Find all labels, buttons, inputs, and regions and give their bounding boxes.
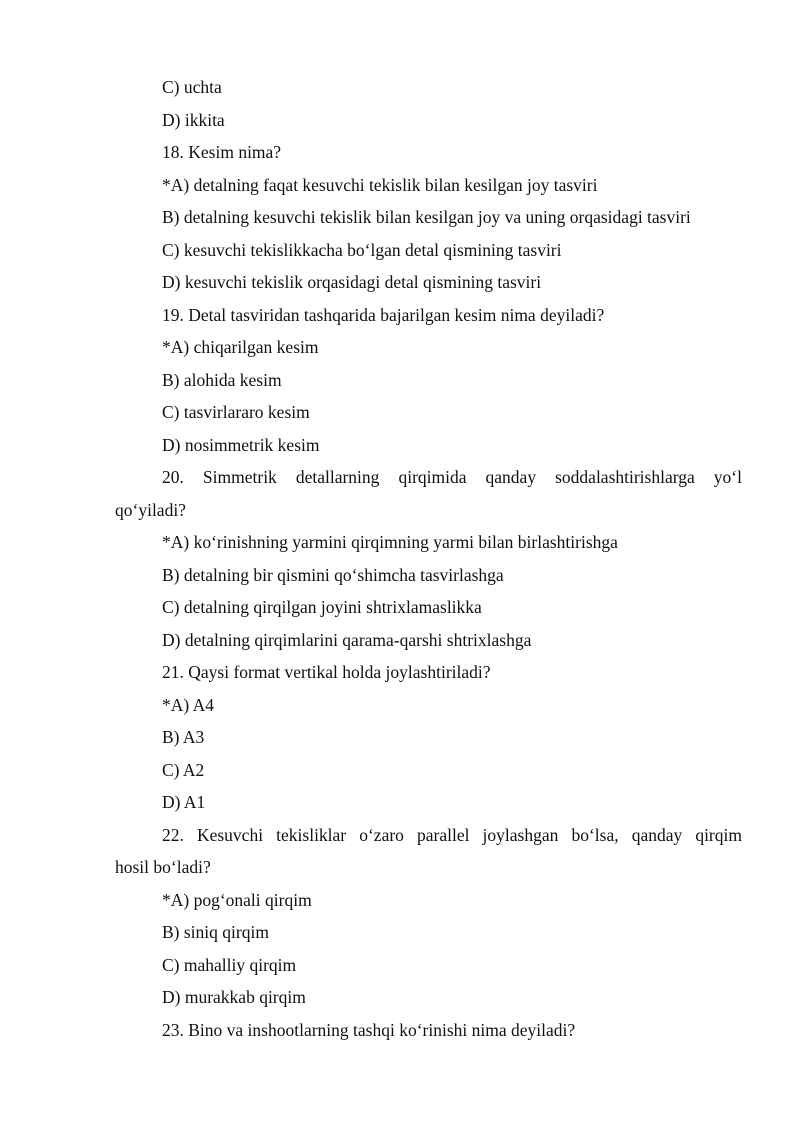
answer-option-correct: *A) ko‘rinishning yarmini qirqimning yarmi bilan birlashtirishga	[162, 532, 618, 552]
answer-option: D) nosimmetrik kesim	[162, 434, 320, 455]
question-23: 23. Bino va inshootlarning tashqi ko‘rinishi nima deyiladi?	[162, 1019, 576, 1040]
answer-option: D) murakkab qirqim	[162, 987, 306, 1007]
answer-option-correct: *A) A4	[162, 694, 215, 715]
answer-option: D) ikkita	[162, 109, 225, 130]
answer-option: C) uchta	[162, 77, 222, 97]
answer-option: B) siniq qirqim	[162, 922, 269, 942]
answer-option: D) detalning qirqimlarini qarama-qarshi shtrixlashga	[162, 629, 532, 650]
question-21: 21. Qaysi format vertikal holda joylashtiriladi?	[162, 662, 491, 682]
question-20: 20. Simmetrik detallarning qirqimida qanday soddalashtirishlarga yo‘l	[162, 467, 742, 487]
answer-option: B) detalning bir qismini qo‘shimcha tasvirlashga	[162, 564, 504, 585]
question-22-continuation: hosil bo‘ladi?	[115, 857, 211, 877]
answer-option: C) mahalliy qirqim	[162, 954, 297, 975]
answer-option-correct: *A) pog‘onali qirqim	[162, 889, 312, 910]
question-22: 22. Kesuvchi tekisliklar o‘zaro parallel joylashgan bo‘lsa, qanday qirqim	[162, 824, 742, 845]
answer-option-correct: *A) detalning faqat kesuvchi tekislik bilan kesilgan joy tasviri	[162, 174, 598, 195]
question-19: 19. Detal tasviridan tashqarida bajarilgan kesim nima deyiladi?	[162, 304, 605, 325]
question-18: 18. Kesim nima?	[162, 142, 282, 162]
answer-option: B) alohida kesim	[162, 369, 282, 390]
document-body	[115, 71, 742, 1046]
answer-option: C) tasvirlararo kesim	[162, 402, 310, 422]
question-20-continuation: qo‘yiladi?	[115, 499, 186, 520]
answer-option: D) A1	[162, 792, 206, 812]
answer-option: D) kesuvchi tekislik orqasidagi detal qismining tasviri	[162, 272, 542, 292]
answer-option: C) A2	[162, 759, 205, 780]
answer-option: C) kesuvchi tekislikkacha bo‘lgan detal qismining tasviri	[162, 239, 562, 260]
answer-option: B) A3	[162, 727, 205, 747]
answer-option-correct: *A) chiqarilgan kesim	[162, 337, 319, 357]
answer-option: C) detalning qirqilgan joyini shtrixlamaslikka	[162, 597, 482, 617]
answer-option: B) detalning kesuvchi tekislik bilan kesilgan joy va uning orqasidagi tasviri	[162, 207, 691, 227]
